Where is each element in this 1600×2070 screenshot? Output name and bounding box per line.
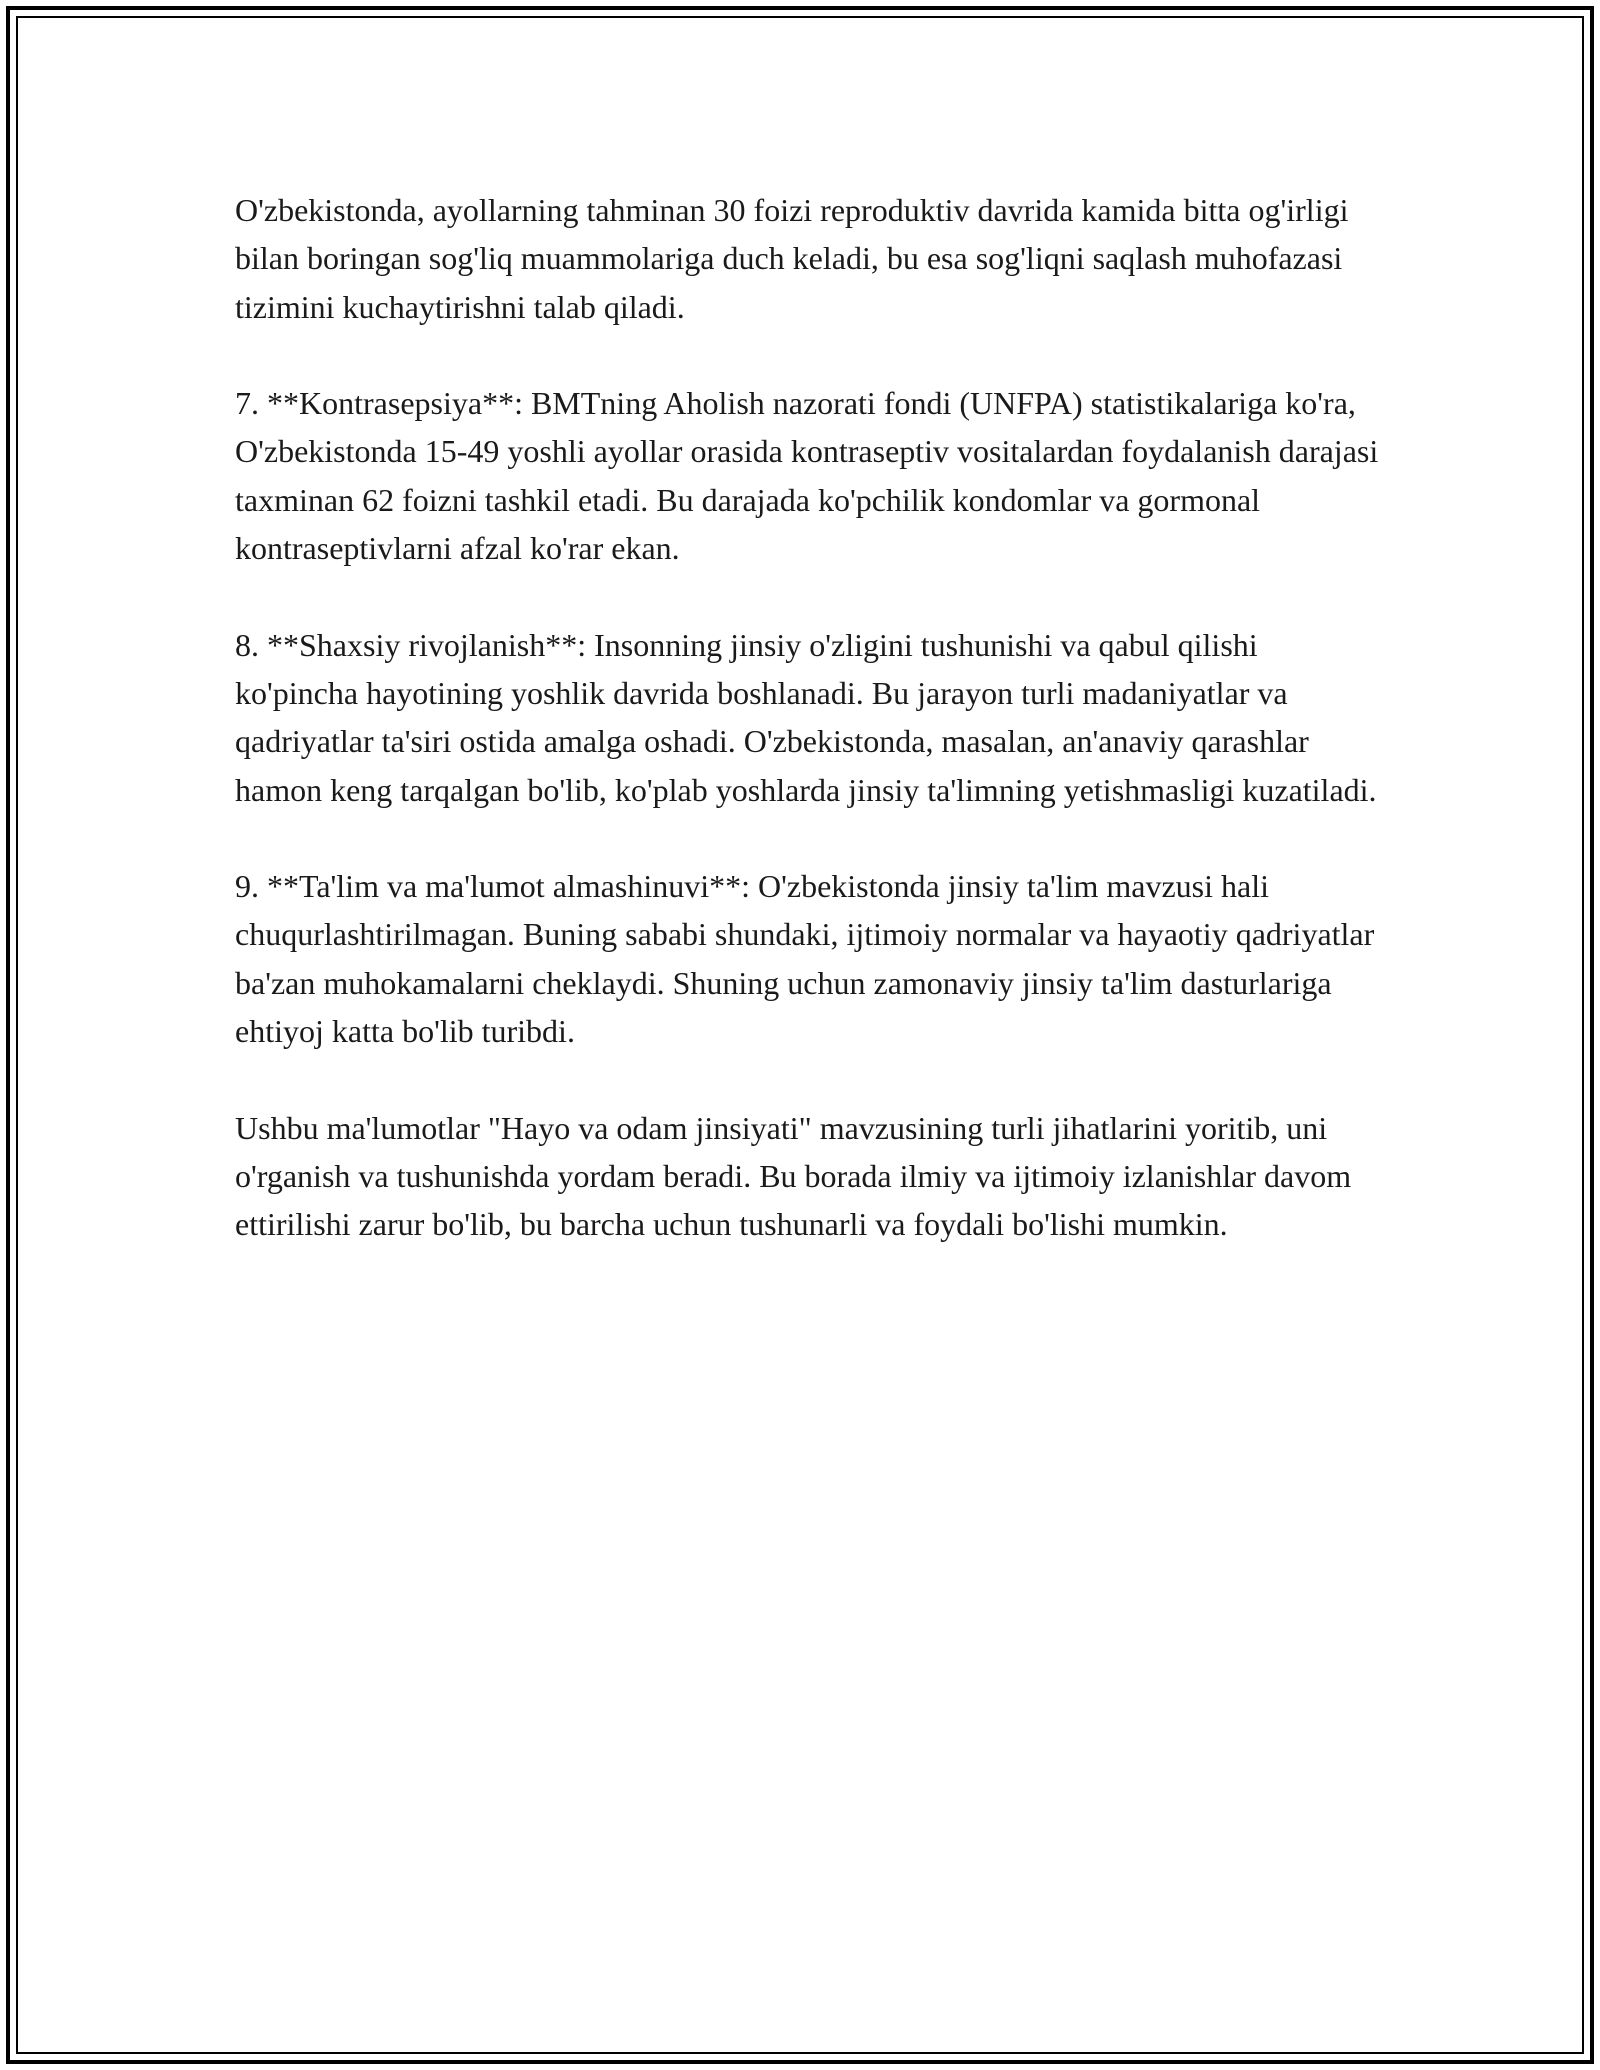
document-body bbox=[235, 186, 1380, 1297]
paragraph-education: 9. **Ta'lim va ma'lumot almashinuvi**: O'zbekistonda jinsiy ta'lim mavzusi hali chuqurlashtirilmagan. Buning sababi shundaki, ijtimoiy normalar va hayaotiy qadriyatlar ba'zan muhokamalarni cheklaydi. Shuning uchun zamonaviy jinsiy ta'lim dasturlariga ehtiyoj katta bo'lib turibdi. bbox=[235, 868, 1375, 1050]
paragraph-conclusion: Ushbu ma'lumotlar "Hayo va odam jinsiyati" mavzusining turli jihatlarini yoritib, uni o'rganish va tushunishda yordam beradi. Bu borada ilmiy va ijtimoiy izlanishlar davom ettirilishi zarur bo'lib, bu barcha uchun tushunarli va foydali bo'lishi mumkin. bbox=[235, 1109, 1352, 1243]
paragraph-contraception: 7. **Kontrasepsiya**: BMTning Aholish nazorati fondi (UNFPA) statistikalariga ko'ra, O'zbekistonda 15-49 yoshli ayollar orasida kontraseptiv vositalardan foydalanish darajasi taxminan 62 foizni tashkil etadi. Bu darajada ko'pchilik kondomlar va gormonal kontraseptivlarni afzal ko'rar ekan. bbox=[235, 385, 1379, 567]
paragraph-intro: O'zbekistonda, ayollarning tahminan 30 foizi reproduktiv davrida kamida bitta og'irligi bilan boringan sog'liq muammolariga duch keladi, bu esa sog'liqni saqlash muhofazasi tizimini kuchaytirishni talab qiladi. bbox=[235, 192, 1349, 325]
paragraph-personal-development: 8. **Shaxsiy rivojlanish**: Insonning jinsiy o'zligini tushunishi va qabul qilishi ko'pincha hayotining yoshlik davrida boshlanadi. Bu jarayon turli madaniyatlar va qadriyatlar ta'siri ostida amalga oshadi. O'zbekistonda, masalan, an'anaviy qarashlar hamon keng tarqalgan bo'lib, ko'plab yoshlarda jinsiy ta'limning yetishmasligi kuzatiladi. bbox=[235, 626, 1377, 808]
